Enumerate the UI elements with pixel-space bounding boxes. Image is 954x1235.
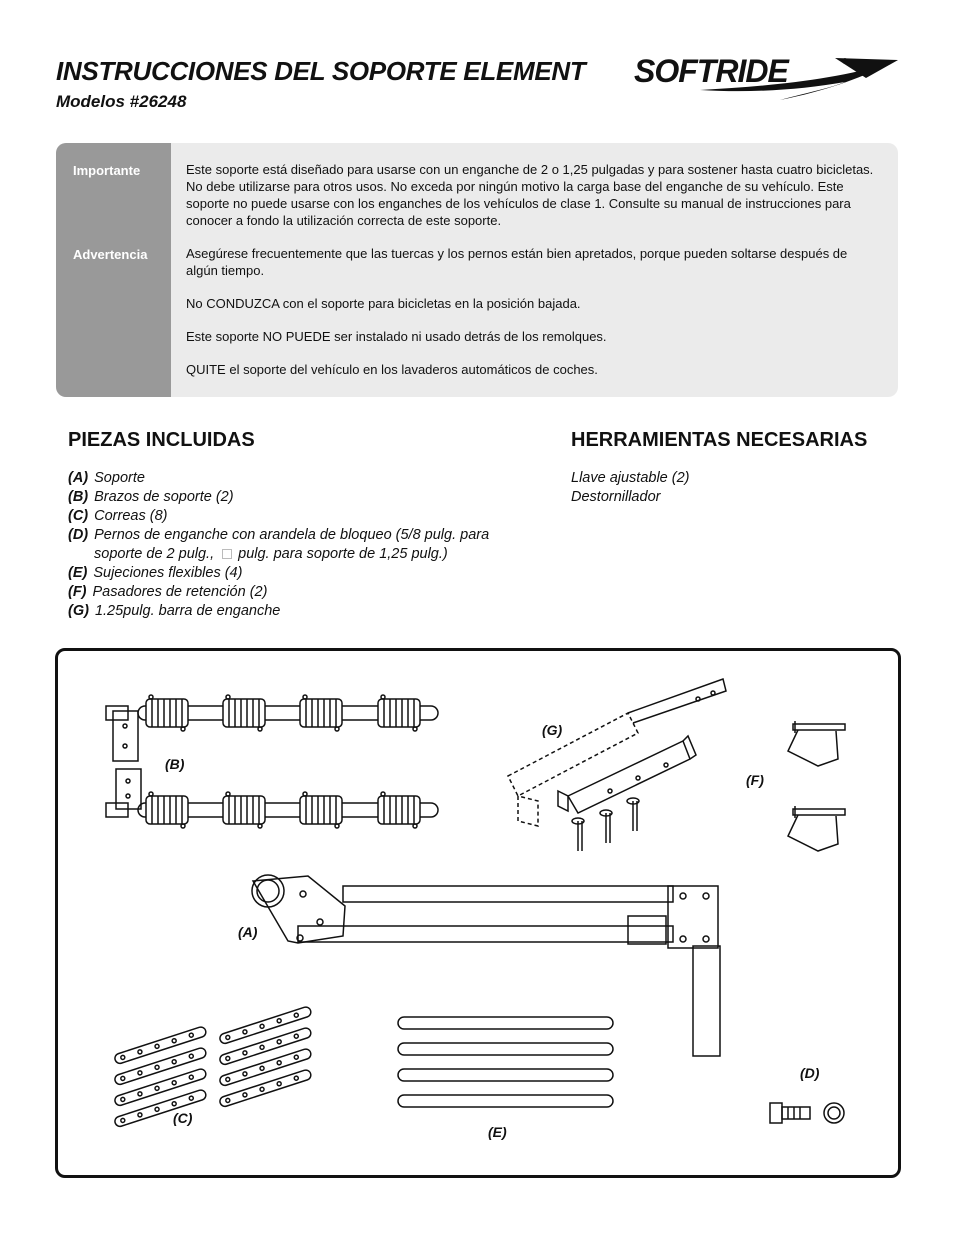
hitch-bolt-washer xyxy=(770,1103,844,1123)
hitch-bolt xyxy=(600,810,612,843)
warning-panel xyxy=(56,143,898,397)
list-item: (B) Brazos de soporte (2) xyxy=(68,489,234,505)
cradle xyxy=(223,695,265,731)
label-d: (D) xyxy=(800,1065,820,1081)
cradle xyxy=(223,792,265,828)
strap xyxy=(219,1048,312,1087)
parts-list xyxy=(68,469,489,621)
notice-paragraph: Asegúrese frecuentemente que las tuercas y los pernos están bien apretados, porque pueden soltarse después de algún tiempo. xyxy=(186,246,848,278)
page-title: INSTRUCCIONES DEL SOPORTE ELEMENT xyxy=(56,56,586,86)
cradle xyxy=(378,695,420,731)
cradle xyxy=(300,695,342,731)
cradle xyxy=(146,792,188,828)
label-a: (A) xyxy=(238,924,258,940)
retention-pin xyxy=(788,806,845,851)
notice-paragraph: QUITE el soporte del vehículo en los lavaderos automáticos de coches. xyxy=(186,362,598,377)
strap xyxy=(114,1068,207,1107)
label-c: (C) xyxy=(173,1110,193,1126)
strap xyxy=(114,1089,207,1128)
list-item: (E) Sujeciones flexibles (4) xyxy=(68,565,243,581)
label-g: (G) xyxy=(542,722,563,738)
warning-sidebar xyxy=(56,143,171,397)
tools-heading: HERRAMIENTAS NECESARIAS xyxy=(571,429,868,451)
missing-glyph-icon xyxy=(222,549,232,559)
svg-text:®: ® xyxy=(842,57,848,66)
list-item: (F) Pasadores de retención (2) xyxy=(68,584,268,600)
warning-text xyxy=(186,161,876,394)
label-e: (E) xyxy=(488,1124,507,1140)
model-number: Modelos #26248 xyxy=(56,92,187,111)
support-arm-top xyxy=(106,695,438,761)
cradle xyxy=(146,695,188,731)
list-item-continuation: soporte de 2 pulg., pulg. para soporte de 1,25 pulg.) xyxy=(94,546,448,562)
cradle xyxy=(378,792,420,828)
brand-wordmark: SOFTRIDE xyxy=(634,53,788,89)
strap xyxy=(219,1006,312,1045)
list-item: Llave ajustable (2) xyxy=(571,470,690,486)
strap xyxy=(219,1069,312,1108)
list-item: (C) Correas (8) xyxy=(68,508,168,524)
important-label: Importante xyxy=(73,163,141,178)
cradle xyxy=(300,792,342,828)
warning-label: Advertencia xyxy=(73,247,148,262)
notice-paragraph: Este soporte está diseñado para usarse con un enganche de 2 o 1,25 pulgadas y para sostener hasta cuatro bicicletas. No debe utilizarse para otros usos. No exceda por ningún motivo la carga base del enganche de su vehículo. Este soporte no puede usarse con los enganches de los vehículos de clase 1. Consulte su manual de instrucciones para conocer a fondo la utilización correcta de este soporte. xyxy=(186,162,874,228)
strap xyxy=(114,1047,207,1086)
retention-pin xyxy=(788,721,845,766)
softride-logo xyxy=(630,50,900,102)
hitch-bolt xyxy=(627,798,639,831)
label-b: (B) xyxy=(165,756,185,772)
list-item: Destornillador xyxy=(571,489,661,505)
parts-heading: PIEZAS INCLUIDAS xyxy=(68,429,255,451)
strap xyxy=(219,1027,312,1066)
parts-diagram xyxy=(55,648,901,1178)
list-item: (D) Pernos de enganche con arandela de bloqueo (5/8 pulg. para xyxy=(68,527,490,543)
strap xyxy=(114,1026,207,1065)
list-item: (A) Soporte xyxy=(68,470,145,486)
straps xyxy=(114,1006,312,1128)
tools-list xyxy=(571,469,690,507)
hitch-bolt xyxy=(572,818,584,851)
flex-fasteners xyxy=(398,1017,613,1107)
label-f: (F) xyxy=(746,772,764,788)
support-arm-bottom xyxy=(106,769,438,828)
notice-paragraph: No CONDUZCA con el soporte para bicicletas en la posición bajada. xyxy=(186,296,581,311)
notice-paragraph: Este soporte NO PUEDE ser instalado ni usado detrás de los remolques. xyxy=(186,329,607,344)
list-item: (G) 1.25pulg. barra de enganche xyxy=(68,603,281,619)
hitch-bar xyxy=(508,679,726,851)
